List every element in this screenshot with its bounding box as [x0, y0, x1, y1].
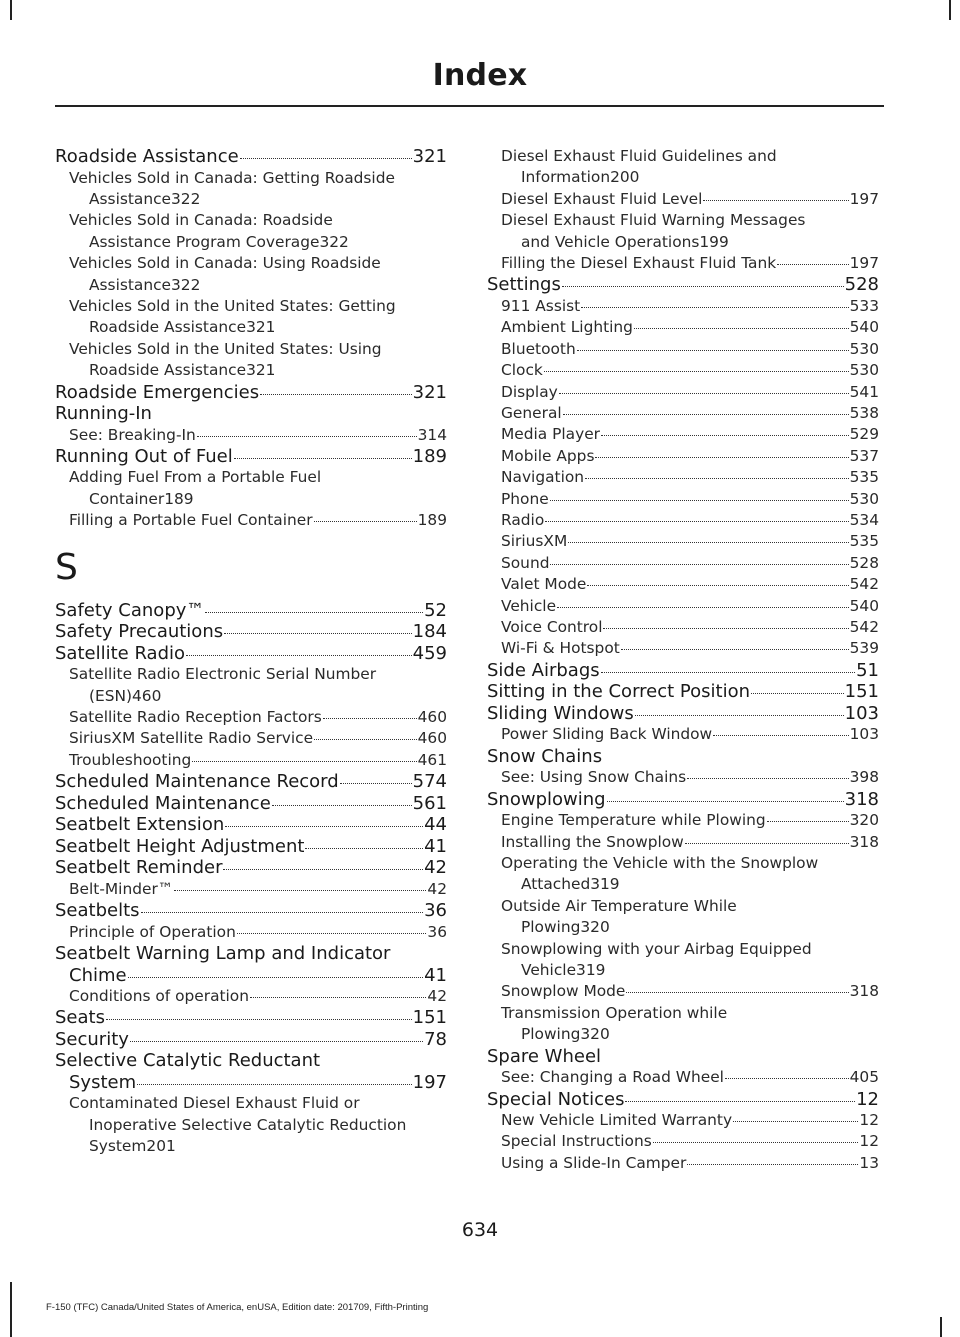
index-subentry[interactable]: Diesel Exhaust Fluid Level 197 — [501, 189, 879, 208]
index-subentry[interactable]: Operating the Vehicle with the Snowplow Attached 319 — [501, 853, 819, 894]
index-entry-heading: Running-In — [55, 403, 152, 425]
index-entry[interactable]: Scheduled Maintenance Record 574 — [55, 771, 447, 793]
index-subentry[interactable]: Clock 530 — [501, 361, 879, 380]
index-subentry[interactable]: SiriusXM Satellite Radio Service 460 — [69, 729, 447, 748]
index-subentry[interactable]: Adding Fuel From a Portable Fuel Container 189 — [69, 468, 322, 508]
index-subentry[interactable]: Filling a Portable Fuel Container 189 — [69, 511, 447, 530]
index-entry[interactable]: Running Out of Fuel 189 — [55, 445, 447, 467]
index-subentry[interactable]: Media Player 529 — [501, 425, 879, 444]
crop-mark-bottom-right — [940, 1317, 942, 1337]
index-entry[interactable]: Settings 528 — [487, 274, 879, 296]
title-divider — [55, 105, 884, 107]
index-entry[interactable]: Sliding Windows 103 — [487, 702, 879, 724]
settings-subentries — [487, 296, 879, 660]
index-subentry[interactable]: New Vehicle Limited Warranty 12 — [501, 1111, 879, 1130]
index-subentry[interactable]: Sound 528 — [501, 553, 879, 572]
index-subentry[interactable]: General 538 — [501, 403, 879, 422]
index-entry[interactable]: Seats 151 — [55, 1007, 447, 1029]
crop-mark-top-left — [10, 0, 12, 20]
index-subentry[interactable]: Diesel Exhaust Fluid Warning Messages and Vehicle Operations 199 — [501, 211, 806, 251]
index-entry[interactable]: Special Notices 12 — [487, 1088, 879, 1110]
index-subentry[interactable]: Power Sliding Back Window 103 — [501, 725, 879, 744]
index-subentry[interactable]: Snowplowing with your Airbag Equipped Vehicle 319 — [501, 939, 812, 979]
index-subentry[interactable]: Navigation 535 — [501, 468, 879, 487]
index-subentry[interactable]: Vehicles Sold in Canada: Getting Roadside Assistance 322 — [69, 168, 395, 208]
index-entry[interactable]: Selective Catalytic Reductant System 197 — [55, 1050, 447, 1093]
index-subentry[interactable]: SiriusXM 535 — [501, 532, 879, 551]
index-subentry[interactable]: Display 541 — [501, 382, 879, 401]
index-subentry[interactable]: Vehicles Sold in Canada: Using Roadside Assistance 322 — [69, 254, 381, 294]
index-subentry[interactable]: Ambient Lighting 540 — [501, 318, 879, 337]
index-entry[interactable]: Safety Precautions 184 — [55, 621, 447, 643]
index-entry[interactable]: Seatbelt Extension 44 — [55, 814, 447, 836]
index-entry[interactable]: Seatbelt Height Adjustment 41 — [55, 835, 447, 857]
index-subentry[interactable]: Principle of Operation 36 — [69, 922, 447, 941]
index-subentry[interactable]: Troubleshooting 461 — [69, 750, 447, 769]
index-subentry[interactable]: See: Using Snow Chains 398 — [501, 768, 879, 787]
index-entry[interactable]: Side Airbags 51 — [487, 659, 879, 681]
index-subentry[interactable]: Diesel Exhaust Fluid Guidelines and Information 200 — [501, 147, 777, 187]
crop-mark-bottom-left — [10, 1282, 12, 1337]
index-subentry[interactable]: See: Changing a Road Wheel 405 — [501, 1068, 879, 1087]
index-subentry[interactable]: Contaminated Diesel Exhaust Fluid or Inoperative Selective Catalytic Reduction System 201 — [69, 1094, 407, 1156]
index-subentry[interactable]: Transmission Operation while Plowing 320 — [501, 1003, 728, 1044]
index-column-right — [487, 146, 879, 1174]
index-subentry[interactable]: Engine Temperature while Plowing 320 — [501, 811, 879, 830]
index-entry[interactable]: Roadside Emergencies 321 — [55, 381, 447, 403]
index-entry-heading: Spare Wheel — [487, 1045, 602, 1067]
index-subentry[interactable]: Vehicles Sold in the United States: Using Roadside Assistance 321 — [69, 339, 382, 380]
index-entry[interactable]: Seatbelt Reminder 42 — [55, 857, 447, 879]
index-entry-heading: Snow Chains — [487, 745, 603, 767]
index-subentry[interactable]: Using a Slide-In Camper 13 — [501, 1153, 879, 1172]
index-subentry[interactable]: Vehicles Sold in the United States: Getting Roadside Assistance 321 — [69, 296, 396, 337]
index-entry[interactable]: Security 78 — [55, 1028, 447, 1050]
index-subentry[interactable]: Satellite Radio Electronic Serial Number (ESN) 460 — [69, 665, 377, 705]
index-subentry[interactable]: Snowplow Mode 318 — [501, 982, 879, 1001]
index-subentry[interactable]: Filling the Diesel Exhaust Fluid Tank 197 — [501, 254, 879, 273]
index-subentry[interactable]: Phone 530 — [501, 489, 879, 508]
index-subentry[interactable]: Radio 534 — [501, 511, 879, 529]
index-subentry[interactable]: Wi-Fi & Hotspot 539 — [501, 639, 879, 658]
index-entry[interactable]: Roadside Assistance 321 — [55, 146, 447, 167]
index-subentry[interactable]: Vehicle 540 — [501, 596, 879, 615]
index-entry[interactable]: Satellite Radio 459 — [55, 642, 447, 664]
section-letter: S — [55, 546, 78, 588]
index-subentry[interactable]: Belt-Minder™ 42 — [69, 879, 447, 898]
edition-footer: F-150 (TFC) Canada/United States of America, enUSA, Edition date: 201709, Fifth-Printing — [46, 1302, 429, 1313]
index-subentry[interactable]: Installing the Snowplow 318 — [501, 832, 879, 851]
page-title: Index — [432, 58, 528, 93]
index-column-left — [55, 146, 447, 1158]
index-entry[interactable]: Safety Canopy™ 52 — [55, 599, 447, 621]
index-subentry[interactable]: 911 Assist 533 — [501, 296, 879, 315]
crop-mark-top-right — [949, 0, 951, 20]
index-subentry[interactable]: Vehicles Sold in Canada: Roadside Assistance Program Coverage 322 — [69, 211, 349, 251]
index-entry[interactable]: Seatbelt Warning Lamp and Indicator Chime 41 — [55, 943, 447, 986]
index-entry[interactable]: Snowplowing 318 — [487, 788, 879, 810]
index-subentry[interactable]: Mobile Apps 537 — [501, 446, 879, 465]
page-number: 634 — [461, 1219, 499, 1241]
index-subentry[interactable]: Outside Air Temperature While Plowing 320 — [501, 896, 737, 937]
index-subentry[interactable]: Bluetooth 530 — [501, 339, 879, 358]
index-entry[interactable]: Seatbelts 36 — [55, 900, 447, 922]
index-subentry[interactable]: Voice Control 542 — [501, 618, 879, 637]
index-subentry[interactable]: Conditions of operation 42 — [69, 987, 447, 1006]
index-entry[interactable]: Scheduled Maintenance 561 — [55, 792, 447, 814]
index-subentry[interactable]: Special Instructions 12 — [501, 1132, 879, 1151]
index-subentry[interactable]: Valet Mode 542 — [501, 575, 879, 594]
index-subentry[interactable]: See: Breaking-In 314 — [69, 425, 447, 444]
index-subentry[interactable]: Satellite Radio Reception Factors 460 — [69, 708, 447, 726]
index-entry[interactable]: Sitting in the Correct Position 151 — [487, 681, 879, 703]
